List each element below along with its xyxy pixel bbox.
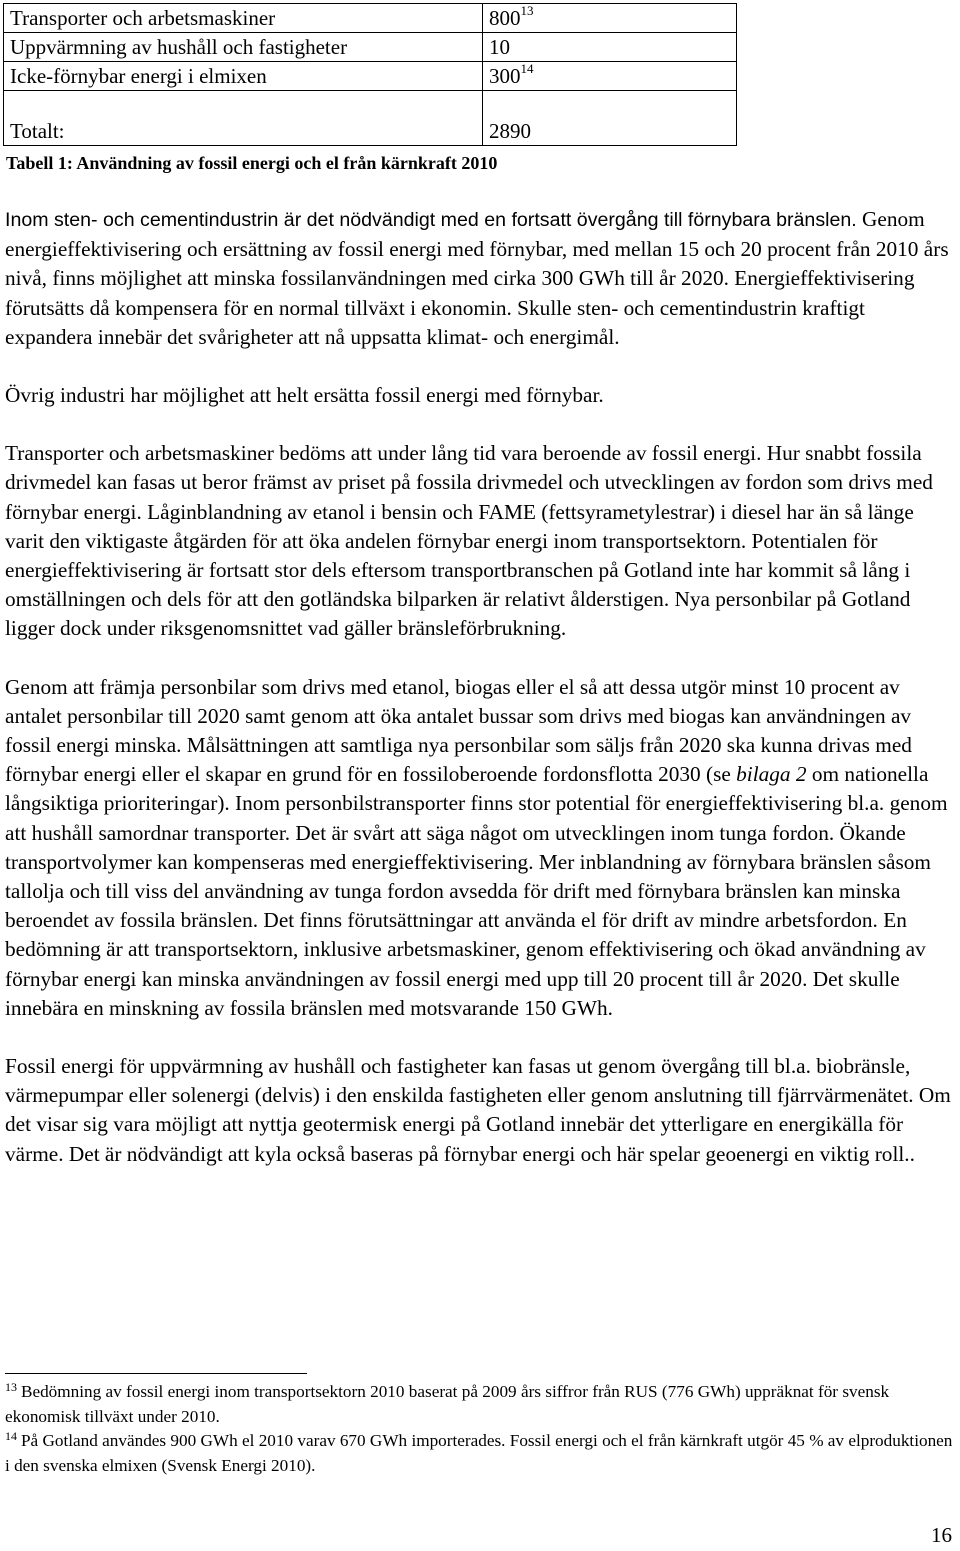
table-cell-value (483, 33, 737, 62)
table-total-label: Totalt: (4, 91, 483, 146)
footnote-separator (5, 1373, 307, 1374)
energy-table (3, 3, 737, 146)
footnote-text: På Gotland användes 900 GWh el 2010 varav 670 GWh importerades. Fossil energi och el från kärnkraft utgör 45 % av elproduktionen i den svenska elmixen (Svensk Energi 2010). (5, 1431, 953, 1475)
value-text: 10 (489, 35, 510, 59)
table-cell-label: Icke-förnybar energi i elmixen (4, 62, 483, 91)
footnote-text: Bedömning av fossil energi inom transportsektorn 2010 baserat på 2009 års siffror från RUS (776 GWh) uppräknat för svensk ekonomisk tillväxt under 2010. (5, 1382, 890, 1426)
table-cell-label: Uppvärmning av hushåll och fastigheter (4, 33, 483, 62)
table-cell-value (483, 4, 737, 33)
footnote (5, 1380, 960, 1429)
table-cell-label: Transporter och arbetsmaskiner (4, 4, 483, 33)
footnote-number: 13 (5, 1380, 17, 1394)
table-row-total (4, 91, 737, 146)
paragraph-text: Genom att främja personbilar som drivs med etanol, biogas eller el så att dessa utgör minst 10 procent av antalet personbilar till 2020 samt genom att öka antalet bussar som drivs med biogas kan användningen av fossil energi minska. Målsättningen att samtliga nya personbilar som säljs från 2020 ska kunna drivas med förnybar energi eller el skapar en grund för en fossiloberoende fordonsflotta 2030 (se (5, 674, 912, 787)
paragraph (5, 673, 957, 1023)
paragraph-lead: Inom sten- och cementindustrin är det nödvändigt med en fortsatt övergång till förnybara bränslen. (5, 209, 857, 231)
footnotes (5, 1380, 960, 1478)
table-total-value: 2890 (483, 91, 737, 146)
page-number: 16 (931, 1523, 952, 1547)
table-row (4, 62, 737, 91)
footnote-ref: 13 (520, 3, 534, 18)
paragraph-text: Genom energieffektivisering och ersättning av fossil energi med förnybar, med mellan 15 och 20 procent från 2010 års nivå, finns möjlighet att minska fossilanvändningen med cirka 300 GWh till år 2020. Energieffektivisering förutsätts då kompensera för en normal tillväxt i ekonomin. Skulle sten- och cementindustrin kraftigt expandera innebär det svårigheter att nå uppsatta klimat- och energimål. (5, 207, 949, 349)
footnote (5, 1429, 960, 1478)
footnote-ref: 14 (520, 61, 534, 76)
body-text (5, 205, 957, 1169)
paragraph-italic: bilaga 2 (736, 762, 807, 787)
table-caption: Tabell 1: Användning av fossil energi och el från kärnkraft 2010 (6, 153, 498, 173)
value-text: 800 (489, 6, 521, 30)
paragraph: Övrig industri har möjlighet att helt ersätta fossil energi med förnybar. (5, 383, 604, 408)
table-row (4, 33, 737, 62)
paragraph (5, 205, 957, 352)
paragraph: Fossil energi för uppvärmning av hushåll och fastigheter kan fasas ut genom övergång till bl.a. biobränsle, värmepumpar eller solenergi (delvis) i den enskilda fastigheten eller genom anslutning till fjärrvärmenätet. Om det visar sig vara möjligt att nyttja geotermisk energi på Gotland innebär det ytterligare en energikälla för värme. Det är nödvändigt att kyla också baseras på förnybar energi och här spelar geoenergi en viktig roll.. (5, 1054, 951, 1166)
paragraph: Transporter och arbetsmaskiner bedöms att under lång tid vara beroende av fossil energi. Hur snabbt fossila drivmedel kan fasas ut beror främst av priset på fossila drivmedel och utvecklingen av fordon som drivs med förnybar energi. Låginblandning av etanol i bensin och FAME (fettsyrametylestrar) i diesel har än så länge varit den viktigaste åtgärden för att öka andelen förnybar energi inom transportsektorn. Potentialen för energieffektivisering är fortsatt stor dels eftersom transportbranschen på Gotland inte har kommit så lång i omställningen och dels för att den gotländska bilparken är relativt ålderstigen. Nya personbilar på Gotland ligger dock under riksgenomsnittet vad gäller bränsleförbrukning. (5, 441, 933, 641)
value-text: 300 (489, 64, 521, 88)
footnote-number: 14 (5, 1429, 17, 1443)
table-cell-value (483, 62, 737, 91)
paragraph-text: om nationella långsiktiga prioriteringar). Inom personbilstransporter finns stor potential för energieffektivisering bl.a. genom att hushåll samordnar transporter. Det är svårt att säga något om utvecklingen inom tunga fordon. Ökande transportvolymer kan kompenseras med energieffektivisering. Mer inblandning av förnybara bränslen såsom tallolja och till viss del användning av tunga fordon avsedda för drift med förnybara bränslen kan minska beroendet av fossila bränslen. Det finns förutsättningar att använda el för drift av mindre arbetsfordon. En bedömning är att transportsektorn, inklusive arbetsmaskiner, genom effektivisering och ökad användning av förnybar energi kan minska användningen av fossil energi med upp till 20 procent till år 2020. Det skulle innebära en minskning av fossila bränslen med motsvarande 150 GWh. (5, 762, 948, 1020)
table-row (4, 4, 737, 33)
